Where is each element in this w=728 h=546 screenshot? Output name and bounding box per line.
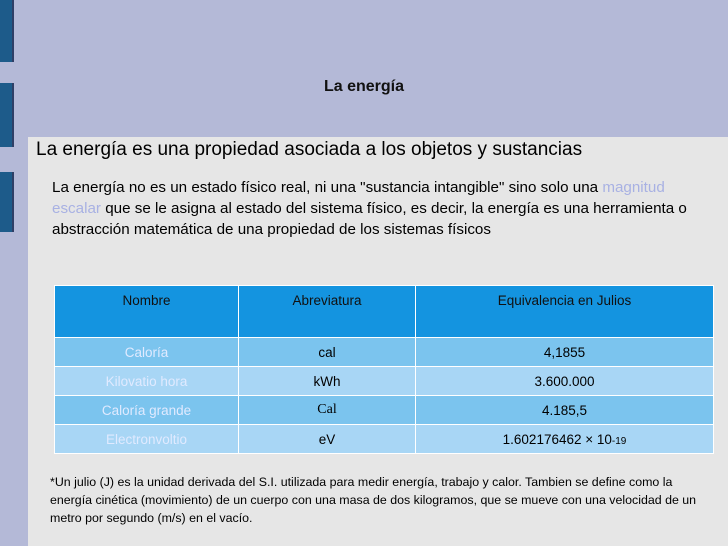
cell-abbr: kWh [239, 367, 416, 396]
cell-name: Caloría grande [55, 396, 239, 425]
cell-value: 4.185,5 [416, 396, 714, 425]
energy-units-table [54, 285, 714, 454]
cell-value [416, 425, 714, 454]
cell-name: Electronvoltio [55, 425, 239, 454]
sidebar-bar [0, 172, 14, 232]
cell-name: Kilovatio hora [55, 367, 239, 396]
table-row [55, 396, 714, 425]
intro-highlight-link[interactable]: magnitud escalar [52, 179, 665, 217]
cell-abbr: cal [239, 338, 416, 367]
intro-paragraph [52, 177, 712, 240]
table-row [55, 425, 714, 454]
value-mantissa: 1.602176462 × 10 [502, 431, 612, 447]
table-header-row [55, 286, 714, 338]
cell-abbr: eV [239, 425, 416, 454]
slide-title: La energía [323, 78, 405, 95]
sidebar-bar [0, 0, 14, 62]
cell-value: 4,1855 [416, 338, 714, 367]
slide-heading: La energía es una propiedad asociada a los objetos y sustancias [36, 139, 583, 160]
footnote: *Un julio (J) es la unidad derivada del S.I. utilizada para medir energía, trabajo y calor. Tambien se define como la energía cinética (movimiento) de un cuerpo con una masa de dos kilogramos, que se mueve con una velocidad de un metro por segundo (m/s) en el vacío. [50, 475, 697, 525]
header-equivalencia: Equivalencia en Julios [416, 286, 714, 338]
cell-abbr: Cal [239, 396, 416, 425]
value-exponent: -19 [611, 435, 627, 447]
cell-value: 3.600.000 [416, 367, 714, 396]
cell-name: Caloría [55, 338, 239, 367]
intro-text-start: La energía no es un estado físico real, ni una "sustancia intangible" sino solo una [52, 179, 603, 196]
table-row [55, 338, 714, 367]
header-abreviatura: Abreviatura [239, 286, 416, 338]
content-panel [28, 137, 728, 546]
header-nombre: Nombre [55, 286, 239, 338]
table-row [55, 367, 714, 396]
intro-text-end: que se le asigna al estado del sistema físico, es decir, la energía es una herramienta o abstracción matemática de una propiedad de los sistemas físicos [52, 200, 687, 238]
